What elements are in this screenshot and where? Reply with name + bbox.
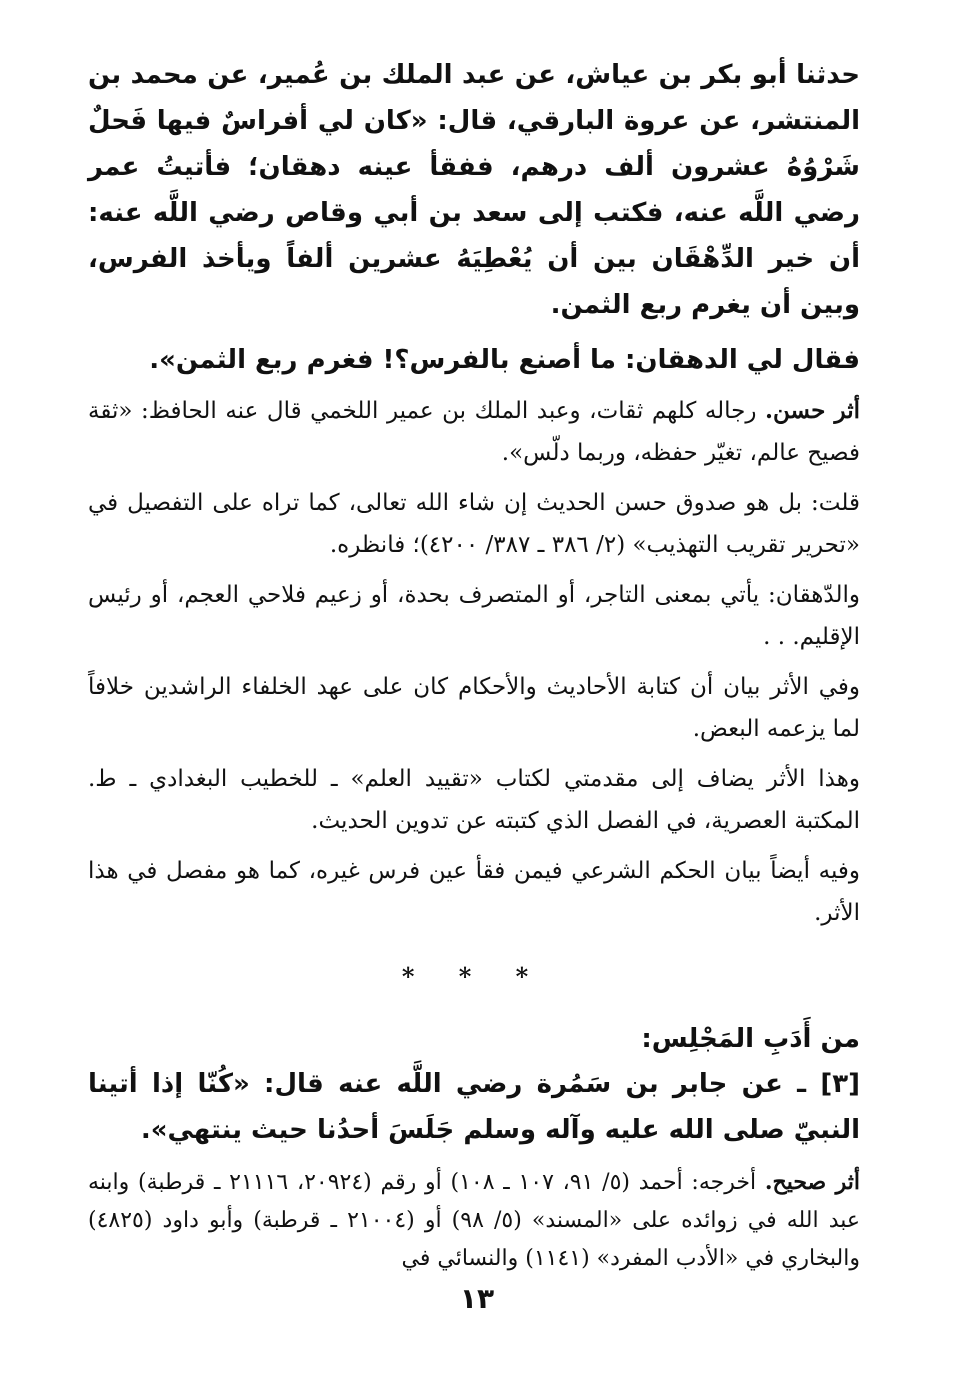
takhrij-text: أخرجه: أحمد (٥/ ٩١، ١٠٧ ـ ١٠٨) أو رقم (٢٠٩٢٤، ٢١١١٦ ـ قرطبة) وابنه عبد الله في زوائده على «المسند» (٥/ ٩٨) أو (٢١٠٠٤ ـ قرطبة) وأبو داود (٤٨٢٥) والبخاري في «الأدب المفرد» (١١٤١) والنسائي في bbox=[88, 1170, 861, 1271]
commentary-text: وفيه أيضاً بيان الحكم الشرعي فيمن فقأ عين فرس غيره، كما هو مفصل في هذا الأثر. bbox=[88, 858, 861, 926]
commentary-paragraph bbox=[88, 666, 860, 750]
commentary-paragraph bbox=[88, 850, 860, 934]
hadith-closing-line: فقال لي الدهقان: ما أصنع بالفرس؟! فغرم ربع الثمن». bbox=[149, 345, 860, 375]
commentary-text: وهذا الأثر يضاف إلى مقدمتي لكتاب «تقييد العلم» ـ للخطيب البغدادي ـ ط. المكتبة العصرية، في الفصل الذي كتبته عن تدوين الحديث. bbox=[88, 766, 860, 834]
hadith-3-text: [٣] ـ عن جابر بن سَمُرة رضي اللَّه عنه قال: «كُنّا إذا أتينا النبيّ صلى الله عليه وآله وسلم جَلَسَ أحدُنا حيث ينتهي». bbox=[88, 1069, 860, 1145]
page-body bbox=[88, 52, 860, 1278]
commentary-text: رجاله كلهم ثقات، وعبد الملك بن عمير اللخمي قال عنه الحافظ: «ثقة فصيح عالم، تغيّر حفظه، وربما دلّس». bbox=[88, 398, 860, 466]
commentary-paragraph bbox=[88, 574, 860, 658]
grading-label: أثر حسن. bbox=[765, 397, 860, 424]
page-number: ١٣ bbox=[459, 1282, 495, 1315]
section-separator: * * * bbox=[401, 962, 547, 991]
commentary-paragraph bbox=[88, 758, 860, 842]
hadith-text: حدثنا أبو بكر بن عياش، عن عبد الملك بن عُمير، عن محمد بن المنتشر، عن عروة البارقي، قال: «كان لي أفراسٌ فيها فَحلٌ شَرْوُهُ عشرون ألف درهم، ففقأ عينه دهقان؛ فأتيتُ عمر رضي اللَّه عنه، فكتب إلى سعد بن أبي وقاص رضي اللَّه عنه: أن خير الدِّهْقَان بين أن يُعْطِيَهُ عشرين ألفاً ويأخذ الفرس، وبين أن يغرم ربع الثمن. bbox=[88, 60, 860, 320]
commentary-text: وفي الأثر بيان أن كتابة الأحاديث والأحكام كان على عهد الخلفاء الراشدين خلافاً لما يزعمه البعض. bbox=[88, 674, 860, 742]
commentary-paragraph bbox=[88, 390, 860, 474]
takhrij-paragraph bbox=[88, 1163, 860, 1278]
commentary-text: قلت: بل هو صدوق حسن الحديث إن شاء الله تعالى، كما تراه على التفصيل في «تحرير تقريب التهذيب» (٢/ ٣٨٦ ـ ٣٨٧/ ٤٢٠٠)؛ فانظره. bbox=[88, 490, 860, 558]
commentary-text: والدّهقان: يأتي بمعنى التاجر، أو المتصرف بحدة، أو زعيم فلاحي العجم، أو رئيس الإقليم. . . bbox=[88, 582, 860, 650]
grading-label: أثر صحيح. bbox=[764, 1169, 861, 1195]
commentary-paragraph bbox=[88, 482, 860, 566]
section-heading: من أَدَبِ المَجْلِس: bbox=[641, 1024, 860, 1054]
